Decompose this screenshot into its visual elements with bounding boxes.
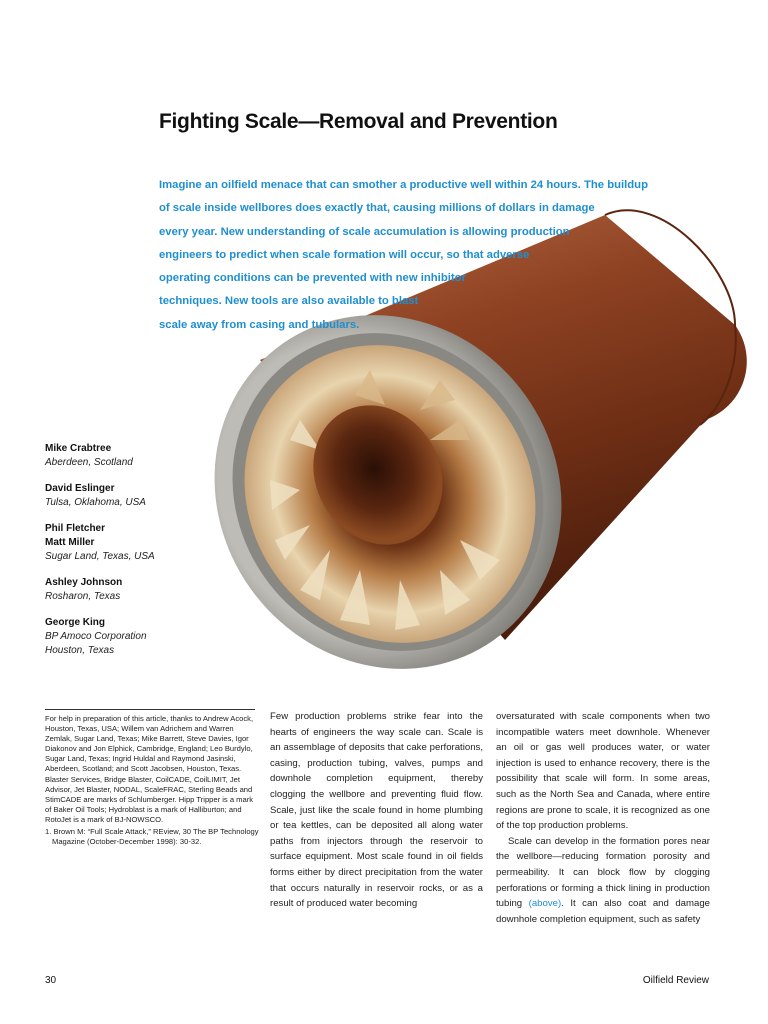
abstract-line: every year. New understanding of scale accumulation is allowing production: [159, 225, 570, 238]
author-name: Ashley Johnson: [45, 577, 123, 589]
author-name: George King: [45, 617, 106, 629]
author-location: Rosharon, Texas: [45, 590, 121, 602]
body-paragraph: [496, 834, 710, 928]
author-name: Matt Miller: [45, 536, 95, 548]
author-name: David Eslinger: [45, 483, 115, 495]
abstract-line: operating conditions can be prevented with new inhibitor: [159, 272, 466, 285]
author-list: [45, 442, 245, 670]
body-text: Scale can develop in the formation pores near the wellbore—reducing formation porosity and permeability. It can block flow by clogging perforations or forming a thick lining in production tubing: [496, 835, 710, 910]
footnote: 1. Brown M: “Full Scale Attack,” REview, 30 The BP Technology Magazine (October-December 1998): 30-32.: [45, 826, 259, 846]
trademark-note: Blaster Services, Bridge Blaster, CoilCADE, CoilLIMIT, Jet Advisor, Jet Blaster, NODAL, ScaleFRAC, Sterling Beads and StimCADE are marks of Schlumberger. Hipp Tripper is a mark of Baker Oil Tools; Hydroblast is a mark of Halliburton; and RotoJet is a mark of BJ-NOWSCO.: [45, 775, 254, 825]
abstract-line: techniques. New tools are also available to blast: [159, 295, 419, 308]
author-location: Tulsa, Oklahoma, USA: [45, 496, 146, 508]
author-entry: [45, 616, 245, 657]
abstract-line: of scale inside wellbores does exactly that, causing millions of dollars in damage: [159, 202, 595, 215]
author-entry: [45, 522, 245, 563]
acknowledgment-note: For help in preparation of this article, thanks to Andrew Acock, Houston, Texas, USA; Willem van Adrichem and Warren Zemlak, Sugar Land, Texas; Mike Barrett, Steve Davies, Igor Diakonov and Jon Elphick, Cambridge, England; Leo Burdylo, Sugar Land, Texas; Ingrid Huldal and Raymond Jasinski, Aberdeen, Scotland; and Scott Jacobsen, Houston, Texas.: [45, 714, 254, 773]
author-location: Sugar Land, Texas, USA: [45, 550, 155, 562]
author-entry: [45, 482, 245, 509]
figure-reference-link[interactable]: (above): [528, 898, 562, 910]
author-location: Houston, Texas: [45, 644, 115, 656]
article-title: Fighting Scale—Removal and Prevention: [159, 110, 558, 133]
author-name: Phil Fletcher: [45, 523, 106, 535]
abstract-line: scale away from casing and tubulars.: [159, 318, 360, 331]
abstract-line: engineers to predict when scale formation will occur, so that adverse: [159, 248, 530, 261]
journal-name: Oilfield Review: [642, 975, 709, 986]
author-name: Mike Crabtree: [45, 443, 112, 454]
body-column-2: [496, 709, 710, 927]
notes-divider: [45, 709, 255, 710]
body-text: . It can also coat and damage downhole completion equipment, such as safety: [496, 898, 710, 925]
body-paragraph: Few production problems strike fear into the hearts of engineers the way scale can. Scale is an assemblage of deposits that cake perforations, casing, production tubing, valves, pumps and downhole completion equipment, thereby clogging the wellbore and preventing fluid flow. Scale, just like the scale found in home plumbing or tea kettles, can be deposited all along water paths from injectors through the reservoir to surface equipment. Most scale found in oil fields forms either by direct precipitation from the water that occurs naturally in reservoir rocks, or as a result of produced water becoming: [270, 711, 483, 910]
abstract-line: Imagine an oilfield menace that can smother a productive well within 24 hours. The buildup: [159, 179, 648, 191]
page-number: 30: [45, 975, 57, 986]
author-location: Aberdeen, Scotland: [45, 456, 133, 468]
body-paragraph: oversaturated with scale components when two incompatible waters meet downhole. Whenever an oil or gas well produces water, or water injection is used to enhance recovery, there is the possibility that scale will form. In some areas, such as the North Sea and Canada, where entire regions are prone to scale, it is recognized as one of the top production problems.: [496, 711, 710, 832]
author-entry: [45, 576, 245, 603]
body-column-1: [270, 709, 483, 912]
abstract: [159, 174, 679, 337]
author-entry: [45, 442, 245, 469]
author-location: BP Amoco Corporation: [45, 630, 147, 642]
side-notes: [45, 714, 259, 849]
